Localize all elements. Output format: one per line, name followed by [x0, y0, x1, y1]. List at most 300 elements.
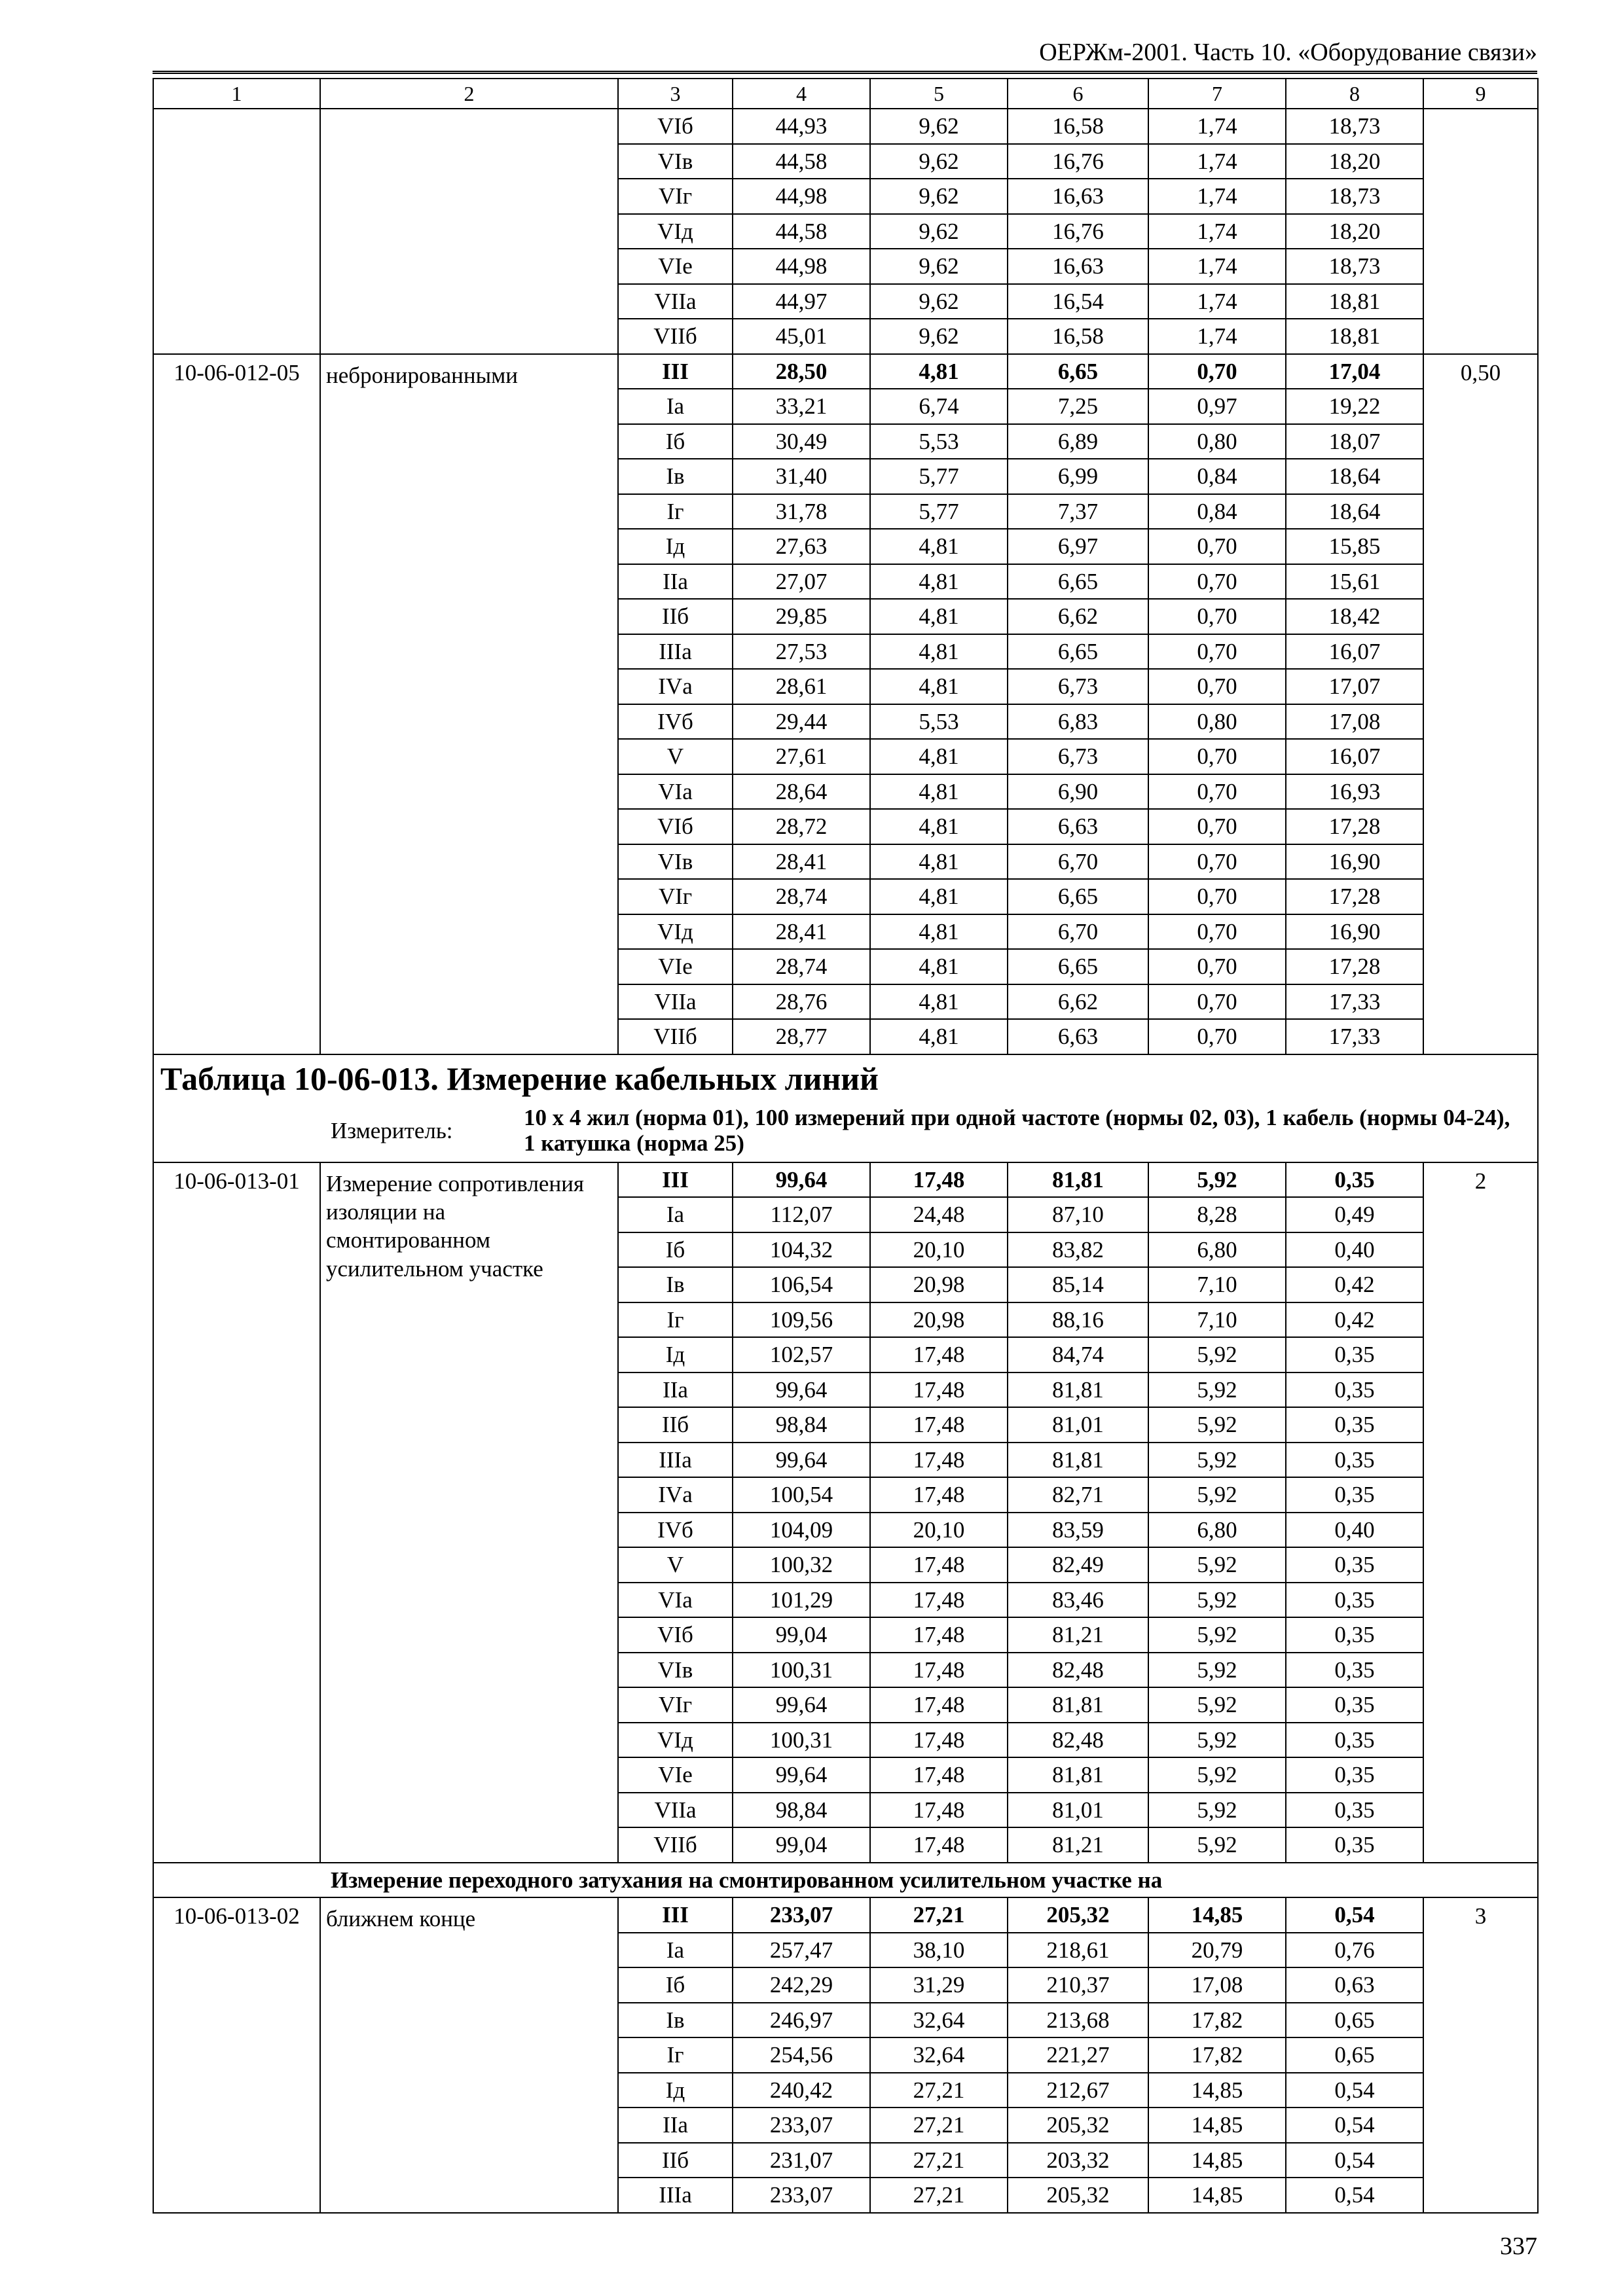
value-cell: 82,71 [1008, 1477, 1148, 1513]
value-cell: 27,07 [733, 564, 870, 600]
value-cell: 221,27 [1008, 2037, 1148, 2073]
value-cell: 6,65 [1008, 354, 1148, 389]
value-cell: 0,35 [1286, 1687, 1423, 1723]
value-cell: 0,49 [1286, 1197, 1423, 1232]
value-cell: 0,70 [1148, 914, 1286, 950]
value-cell: 233,07 [733, 1897, 870, 1933]
value-cell: 1,74 [1148, 319, 1286, 354]
value-cell: 18,81 [1286, 319, 1423, 354]
value-cell: 1,74 [1148, 284, 1286, 319]
zone-cell: Iг [618, 1302, 733, 1338]
value-cell: 5,92 [1148, 1757, 1286, 1793]
value-cell: 9,62 [870, 284, 1008, 319]
value-cell: 100,31 [733, 1723, 870, 1758]
zone-cell: Iб [618, 1967, 733, 2003]
value-cell: 0,35 [1286, 1653, 1423, 1688]
value-cell: 4,81 [870, 914, 1008, 950]
zone-cell: VIе [618, 1757, 733, 1793]
value-cell: 242,29 [733, 1967, 870, 2003]
value-cell: 0,84 [1148, 494, 1286, 529]
value-cell: 1,74 [1148, 179, 1286, 214]
value-cell: 0,54 [1286, 2108, 1423, 2143]
value-cell: 0,63 [1286, 1967, 1423, 2003]
value-cell: 212,67 [1008, 2073, 1148, 2108]
value-cell: 0,42 [1286, 1267, 1423, 1302]
continued-rate-group [153, 109, 1538, 354]
value-cell: 32,64 [870, 2003, 1008, 2038]
value-cell: 31,29 [870, 1967, 1008, 2003]
value-cell: 5,92 [1148, 1793, 1286, 1828]
value-cell: 9,62 [870, 179, 1008, 214]
zone-cell: IIа [618, 564, 733, 600]
value-cell: 98,84 [733, 1407, 870, 1443]
value-cell: 4,81 [870, 1019, 1008, 1054]
zone-cell: IIа [618, 1372, 733, 1408]
zone-cell: VIб [618, 809, 733, 844]
value-cell: 6,62 [1008, 599, 1148, 634]
value-cell: 6,74 [870, 389, 1008, 424]
unit-count [1423, 109, 1538, 354]
value-cell: 100,31 [733, 1653, 870, 1688]
value-cell: 17,48 [870, 1793, 1008, 1828]
value-cell: 16,58 [1008, 319, 1148, 354]
value-cell: 7,10 [1148, 1302, 1286, 1338]
rate-group-10-06-013-02 [153, 1897, 1538, 2213]
meter-label: Измеритель: [331, 1118, 453, 1143]
value-cell: 0,70 [1148, 599, 1286, 634]
value-cell: 17,48 [870, 1653, 1008, 1688]
table-row [153, 354, 1538, 389]
value-cell: 30,49 [733, 424, 870, 459]
value-cell: 6,80 [1148, 1232, 1286, 1268]
value-cell: 0,35 [1286, 1793, 1423, 1828]
column-number: 4 [733, 79, 870, 109]
zone-cell: IIIа [618, 634, 733, 670]
value-cell: 0,70 [1148, 354, 1286, 389]
zone-cell: VIIб [618, 1827, 733, 1863]
zone-cell: Iб [618, 424, 733, 459]
table-title-block [153, 1054, 1538, 1162]
value-cell: 6,80 [1148, 1513, 1286, 1548]
value-cell: 28,74 [733, 879, 870, 914]
zone-cell: Iг [618, 2037, 733, 2073]
value-cell: 0,35 [1286, 1162, 1423, 1198]
value-cell: 17,07 [1286, 669, 1423, 704]
value-cell: 29,85 [733, 599, 870, 634]
value-cell: 5,53 [870, 704, 1008, 740]
value-cell: 0,40 [1286, 1232, 1423, 1268]
zone-cell: VIг [618, 179, 733, 214]
value-cell: 4,81 [870, 669, 1008, 704]
value-cell: 27,21 [870, 2178, 1008, 2213]
value-cell: 16,07 [1286, 739, 1423, 774]
zone-cell: IIб [618, 2143, 733, 2178]
value-cell: 31,78 [733, 494, 870, 529]
subheading: Измерение переходного затухания на смонтированном усилительном участке на [153, 1863, 1538, 1898]
zone-cell: VIIа [618, 984, 733, 1020]
value-cell: 17,48 [870, 1407, 1008, 1443]
value-cell: 5,92 [1148, 1583, 1286, 1618]
value-cell: 4,81 [870, 879, 1008, 914]
value-cell: 18,64 [1286, 494, 1423, 529]
value-cell: 33,21 [733, 389, 870, 424]
value-cell: 0,70 [1148, 634, 1286, 670]
value-cell: 81,01 [1008, 1793, 1148, 1828]
value-cell: 20,98 [870, 1267, 1008, 1302]
value-cell: 83,46 [1008, 1583, 1148, 1618]
value-cell: 17,48 [870, 1477, 1008, 1513]
value-cell: 5,92 [1148, 1162, 1286, 1198]
value-cell: 17,28 [1286, 809, 1423, 844]
value-cell: 44,97 [733, 284, 870, 319]
value-cell: 17,48 [870, 1162, 1008, 1198]
value-cell: 16,90 [1286, 844, 1423, 880]
value-cell: 4,81 [870, 844, 1008, 880]
value-cell: 99,04 [733, 1617, 870, 1653]
zone-cell: VIIб [618, 1019, 733, 1054]
value-cell: 240,42 [733, 2073, 870, 2108]
value-cell: 4,81 [870, 949, 1008, 984]
value-cell: 14,85 [1148, 1897, 1286, 1933]
value-cell: 0,70 [1148, 809, 1286, 844]
column-number: 3 [618, 79, 733, 109]
value-cell: 17,33 [1286, 984, 1423, 1020]
value-cell: 15,85 [1286, 529, 1423, 564]
value-cell: 17,48 [870, 1337, 1008, 1372]
value-cell: 38,10 [870, 1933, 1008, 1968]
value-cell: 6,83 [1008, 704, 1148, 740]
value-cell: 0,70 [1148, 879, 1286, 914]
value-cell: 0,35 [1286, 1827, 1423, 1863]
value-cell: 5,53 [870, 424, 1008, 459]
zone-cell: VIг [618, 879, 733, 914]
zone-cell: V [618, 1547, 733, 1583]
value-cell: 8,28 [1148, 1197, 1286, 1232]
value-cell: 82,49 [1008, 1547, 1148, 1583]
value-cell: 6,65 [1008, 634, 1148, 670]
value-cell: 85,14 [1008, 1267, 1148, 1302]
zone-cell: VIIб [618, 319, 733, 354]
column-number: 2 [320, 79, 618, 109]
value-cell: 104,32 [733, 1232, 870, 1268]
value-cell: 1,74 [1148, 109, 1286, 144]
value-cell: 14,85 [1148, 2178, 1286, 2213]
column-number: 8 [1286, 79, 1423, 109]
value-cell: 6,99 [1008, 459, 1148, 494]
value-cell: 99,64 [733, 1372, 870, 1408]
value-cell: 205,32 [1008, 2108, 1148, 2143]
zone-cell: VIв [618, 144, 733, 179]
zone-cell: VIд [618, 914, 733, 950]
rate-code [153, 109, 320, 354]
value-cell: 109,56 [733, 1302, 870, 1338]
work-description: Измерение сопротивления изоляции на смонтированном усилительном участке [320, 1162, 618, 1863]
value-cell: 6,70 [1008, 914, 1148, 950]
value-cell: 1,74 [1148, 249, 1286, 284]
value-cell: 0,35 [1286, 1407, 1423, 1443]
value-cell: 82,48 [1008, 1723, 1148, 1758]
zone-cell: Iд [618, 2073, 733, 2108]
page-number: 337 [1500, 2233, 1537, 2260]
zone-cell: Iд [618, 1337, 733, 1372]
value-cell: 101,29 [733, 1583, 870, 1618]
value-cell: 0,70 [1148, 844, 1286, 880]
value-cell: 203,32 [1008, 2143, 1148, 2178]
value-cell: 17,82 [1148, 2003, 1286, 2038]
zone-cell: VIг [618, 1687, 733, 1723]
value-cell: 16,58 [1008, 109, 1148, 144]
value-cell: 6,89 [1008, 424, 1148, 459]
value-cell: 0,35 [1286, 1477, 1423, 1513]
value-cell: 0,40 [1286, 1513, 1423, 1548]
zone-cell: IIб [618, 1407, 733, 1443]
value-cell: 17,48 [870, 1827, 1008, 1863]
value-cell: 31,40 [733, 459, 870, 494]
value-cell: 27,63 [733, 529, 870, 564]
value-cell: 81,81 [1008, 1162, 1148, 1198]
value-cell: 1,74 [1148, 214, 1286, 249]
value-cell: 99,64 [733, 1687, 870, 1723]
value-cell: 28,76 [733, 984, 870, 1020]
value-cell: 0,35 [1286, 1337, 1423, 1372]
value-cell: 18,64 [1286, 459, 1423, 494]
value-cell: 27,53 [733, 634, 870, 670]
value-cell: 32,64 [870, 2037, 1008, 2073]
zone-cell: VIе [618, 949, 733, 984]
value-cell: 5,77 [870, 494, 1008, 529]
column-number: 1 [153, 79, 320, 109]
value-cell: 17,48 [870, 1617, 1008, 1653]
value-cell: 20,10 [870, 1513, 1008, 1548]
value-cell: 44,98 [733, 179, 870, 214]
value-cell: 0,70 [1148, 529, 1286, 564]
value-cell: 6,62 [1008, 984, 1148, 1020]
value-cell: 0,35 [1286, 1617, 1423, 1653]
value-cell: 6,63 [1008, 1019, 1148, 1054]
value-cell: 7,10 [1148, 1267, 1286, 1302]
value-cell: 14,85 [1148, 2108, 1286, 2143]
value-cell: 81,81 [1008, 1687, 1148, 1723]
value-cell: 9,62 [870, 144, 1008, 179]
value-cell: 4,81 [870, 529, 1008, 564]
value-cell: 17,48 [870, 1372, 1008, 1408]
value-cell: 112,07 [733, 1197, 870, 1232]
header-rule [153, 71, 1537, 74]
value-cell: 14,85 [1148, 2073, 1286, 2108]
value-cell: 233,07 [733, 2108, 870, 2143]
zone-cell: IVб [618, 704, 733, 740]
zone-cell: VIб [618, 1617, 733, 1653]
zone-cell: VIд [618, 214, 733, 249]
zone-cell: IIIа [618, 2178, 733, 2213]
value-cell: 0,54 [1286, 2073, 1423, 2108]
zone-cell: IIб [618, 599, 733, 634]
value-cell: 0,84 [1148, 459, 1286, 494]
meter-cell [153, 1100, 1538, 1162]
value-cell: 0,80 [1148, 424, 1286, 459]
value-cell: 100,32 [733, 1547, 870, 1583]
value-cell: 4,81 [870, 774, 1008, 810]
rate-group-10-06-013-01 [153, 1162, 1538, 1863]
value-cell: 100,54 [733, 1477, 870, 1513]
value-cell: 88,16 [1008, 1302, 1148, 1338]
value-cell: 1,74 [1148, 144, 1286, 179]
unit-count: 2 [1423, 1162, 1538, 1863]
value-cell: 99,04 [733, 1827, 870, 1863]
zone-cell: Iв [618, 1267, 733, 1302]
value-cell: 27,21 [870, 2073, 1008, 2108]
value-cell: 27,61 [733, 739, 870, 774]
value-cell: 4,81 [870, 984, 1008, 1020]
value-cell: 104,09 [733, 1513, 870, 1548]
value-cell: 231,07 [733, 2143, 870, 2178]
zone-cell: V [618, 739, 733, 774]
zone-cell: Iд [618, 529, 733, 564]
column-number: 9 [1423, 79, 1538, 109]
value-cell: 233,07 [733, 2178, 870, 2213]
value-cell: 7,37 [1008, 494, 1148, 529]
value-cell: 4,81 [870, 564, 1008, 600]
value-cell: 19,22 [1286, 389, 1423, 424]
value-cell: 0,65 [1286, 2003, 1423, 2038]
value-cell: 0,35 [1286, 1443, 1423, 1478]
value-cell: 0,97 [1148, 389, 1286, 424]
value-cell: 16,63 [1008, 179, 1148, 214]
value-cell: 6,70 [1008, 844, 1148, 880]
value-cell: 24,48 [870, 1197, 1008, 1232]
value-cell: 0,35 [1286, 1583, 1423, 1618]
value-cell: 6,90 [1008, 774, 1148, 810]
zone-cell: Iв [618, 2003, 733, 2038]
unit-count: 3 [1423, 1897, 1538, 2213]
zone-cell: III [618, 1897, 733, 1933]
value-cell: 98,84 [733, 1793, 870, 1828]
work-description: небронированными [320, 354, 618, 1054]
value-cell: 28,41 [733, 914, 870, 950]
value-cell: 0,42 [1286, 1302, 1423, 1338]
value-cell: 5,92 [1148, 1827, 1286, 1863]
page-header: ОЕРЖм-2001. Часть 10. «Оборудование связи» [1039, 39, 1537, 66]
zone-cell: Iа [618, 389, 733, 424]
value-cell: 0,70 [1148, 739, 1286, 774]
table-row [153, 1162, 1538, 1198]
value-cell: 0,54 [1286, 2143, 1423, 2178]
unit-count: 0,50 [1423, 354, 1538, 1054]
value-cell: 27,21 [870, 2108, 1008, 2143]
zone-cell: IIа [618, 2108, 733, 2143]
value-cell: 28,64 [733, 774, 870, 810]
value-cell: 27,21 [870, 1897, 1008, 1933]
value-cell: 0,35 [1286, 1757, 1423, 1793]
value-cell: 6,73 [1008, 739, 1148, 774]
value-cell: 0,65 [1286, 2037, 1423, 2073]
value-cell: 205,32 [1008, 2178, 1148, 2213]
value-cell: 16,76 [1008, 214, 1148, 249]
value-cell: 44,93 [733, 109, 870, 144]
work-description: ближнем конце [320, 1897, 618, 2213]
value-cell: 5,92 [1148, 1723, 1286, 1758]
zone-cell: Iв [618, 459, 733, 494]
value-cell: 18,73 [1286, 249, 1423, 284]
value-cell: 5,92 [1148, 1687, 1286, 1723]
column-number: 7 [1148, 79, 1286, 109]
value-cell: 218,61 [1008, 1933, 1148, 1968]
value-cell: 17,08 [1148, 1967, 1286, 2003]
value-cell: 83,82 [1008, 1232, 1148, 1268]
value-cell: 87,10 [1008, 1197, 1148, 1232]
zone-cell: IVа [618, 669, 733, 704]
zone-cell: VIв [618, 844, 733, 880]
value-cell: 81,21 [1008, 1827, 1148, 1863]
value-cell: 16,90 [1286, 914, 1423, 950]
value-cell: 20,79 [1148, 1933, 1286, 1968]
value-cell: 4,81 [870, 739, 1008, 774]
value-cell: 81,21 [1008, 1617, 1148, 1653]
column-number: 5 [870, 79, 1008, 109]
value-cell: 45,01 [733, 319, 870, 354]
value-cell: 6,65 [1008, 564, 1148, 600]
value-cell: 20,10 [870, 1232, 1008, 1268]
column-number: 6 [1008, 79, 1148, 109]
value-cell: 4,81 [870, 809, 1008, 844]
zone-cell: VIа [618, 1583, 733, 1618]
table-row [153, 1897, 1538, 1933]
value-cell: 5,77 [870, 459, 1008, 494]
value-cell: 254,56 [733, 2037, 870, 2073]
value-cell: 6,97 [1008, 529, 1148, 564]
zone-cell: Iа [618, 1197, 733, 1232]
value-cell: 102,57 [733, 1337, 870, 1372]
zone-cell: VIб [618, 109, 733, 144]
value-cell: 17,48 [870, 1547, 1008, 1583]
zone-cell: VIIа [618, 1793, 733, 1828]
rate-group-10-06-012-05 [153, 354, 1538, 1054]
value-cell: 0,70 [1148, 984, 1286, 1020]
zone-cell: III [618, 1162, 733, 1198]
value-cell: 17,82 [1148, 2037, 1286, 2073]
value-cell: 0,80 [1148, 704, 1286, 740]
value-cell: 4,81 [870, 634, 1008, 670]
value-cell: 6,63 [1008, 809, 1148, 844]
value-cell: 84,74 [1008, 1337, 1148, 1372]
value-cell: 17,48 [870, 1443, 1008, 1478]
zone-cell: VIе [618, 249, 733, 284]
work-description [320, 109, 618, 354]
table-title: Таблица 10-06-013. Измерение кабельных линий [153, 1054, 1538, 1100]
value-cell: 27,21 [870, 2143, 1008, 2178]
value-cell: 0,54 [1286, 1897, 1423, 1933]
value-cell: 28,61 [733, 669, 870, 704]
value-cell: 205,32 [1008, 1897, 1148, 1933]
subheading-block [153, 1863, 1538, 1898]
value-cell: 29,44 [733, 704, 870, 740]
value-cell: 81,81 [1008, 1372, 1148, 1408]
rates-table [153, 78, 1539, 2214]
value-cell: 0,35 [1286, 1723, 1423, 1758]
value-cell: 16,07 [1286, 634, 1423, 670]
value-cell: 0,54 [1286, 2178, 1423, 2213]
value-cell: 0,70 [1148, 669, 1286, 704]
value-cell: 28,50 [733, 354, 870, 389]
value-cell: 17,28 [1286, 949, 1423, 984]
value-cell: 28,72 [733, 809, 870, 844]
value-cell: 16,63 [1008, 249, 1148, 284]
value-cell: 257,47 [733, 1933, 870, 1968]
value-cell: 0,70 [1148, 774, 1286, 810]
value-cell: 5,92 [1148, 1407, 1286, 1443]
value-cell: 246,97 [733, 2003, 870, 2038]
value-cell: 15,61 [1286, 564, 1423, 600]
